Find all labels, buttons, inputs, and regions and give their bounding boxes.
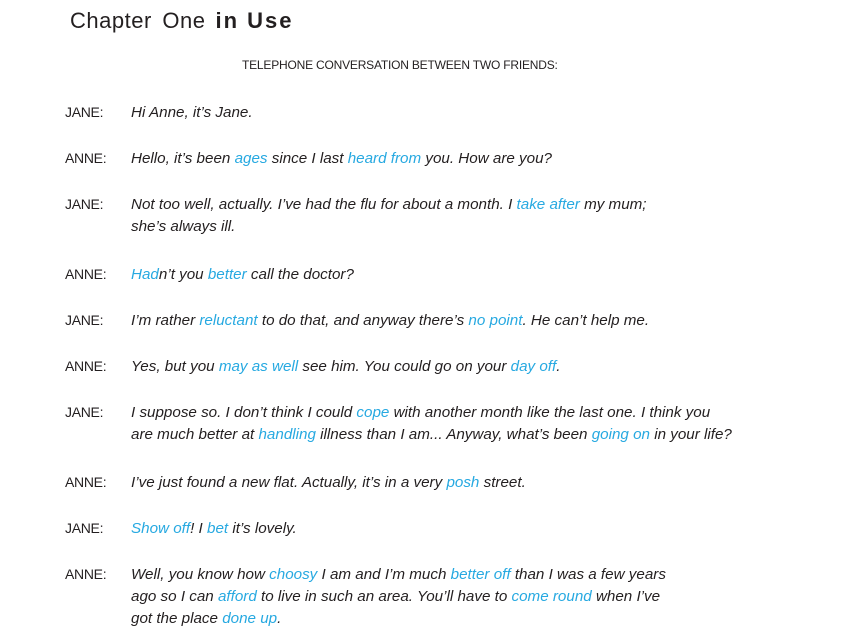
highlighted-phrase: Show off [131, 520, 191, 537]
speech-text [131, 472, 831, 494]
speech-segment: since I last [267, 150, 348, 167]
speech-line [131, 310, 831, 332]
speaker-label: ANNE: [65, 150, 107, 166]
speech-segment: you. How are you? [421, 150, 552, 167]
speech-segment: to live in such an area. You’ll have to [256, 588, 512, 605]
highlighted-phrase: cope [356, 404, 390, 421]
speaker-label: JANE: [65, 196, 104, 212]
speech-text [131, 194, 831, 238]
speech-segment: call the doctor? [246, 266, 354, 283]
speaker-label: JANE: [65, 520, 104, 536]
highlighted-phrase: heard from [347, 150, 422, 167]
highlighted-phrase: choosy [269, 566, 318, 583]
speech-segment: street. [479, 474, 526, 491]
speech-segment: I’ve just found a new flat. Actually, it’s in a very [131, 474, 447, 491]
speech-segment: ! I [190, 520, 207, 537]
speech-text [131, 102, 831, 124]
speech-line [131, 216, 831, 238]
speech-segment: my mum; [579, 196, 647, 213]
speech-segment: . He can’t help me. [522, 312, 650, 329]
speech-segment: Well, you know how [131, 566, 270, 583]
speech-line [131, 148, 831, 170]
highlighted-phrase: done up [222, 610, 278, 627]
highlighted-phrase: day off [510, 358, 557, 375]
speech-text [131, 148, 831, 170]
speech-segment: see him. You could go on your [298, 358, 511, 375]
speech-segment: n’t you [158, 266, 208, 283]
chapter-title-prefix: Chapter One [70, 8, 206, 33]
speech-text [131, 402, 831, 446]
speech-line [131, 608, 831, 630]
speech-segment: than I was a few years [510, 566, 666, 583]
speech-text [131, 564, 831, 630]
speech-line [131, 356, 831, 378]
speech-segment: it’s lovely. [228, 520, 297, 537]
speech-segment: ago so I can [131, 588, 218, 605]
highlighted-phrase: reluctant [199, 312, 258, 329]
highlighted-phrase: ages [234, 150, 268, 167]
highlighted-phrase: better [207, 266, 247, 283]
speech-line [131, 194, 831, 216]
speaker-label: ANNE: [65, 566, 107, 582]
speaker-label: ANNE: [65, 474, 107, 490]
highlighted-phrase: may as well [218, 358, 299, 375]
highlighted-phrase: posh [446, 474, 480, 491]
speech-segment: . [556, 358, 561, 375]
speech-line [131, 586, 831, 608]
speech-segment: to do that, and anyway there’s [257, 312, 469, 329]
speech-segment: I’m rather [131, 312, 200, 329]
speech-segment: she’s always ill. [131, 218, 236, 235]
speech-line [131, 102, 831, 124]
speech-segment: with another month like the last one. I think you [389, 404, 711, 421]
highlighted-phrase: come round [511, 588, 592, 605]
highlighted-phrase: no point [468, 312, 523, 329]
chapter-title [70, 8, 294, 34]
speech-text [131, 310, 831, 332]
speech-segment: Hello, it’s been [131, 150, 235, 167]
highlighted-phrase: take after [516, 196, 580, 213]
speech-segment: Yes, but you [131, 358, 219, 375]
speech-segment: Not too well, actually. I’ve had the flu for about a month. I [131, 196, 517, 213]
highlighted-phrase: handling [258, 426, 316, 443]
section-subtitle: TELEPHONE CONVERSATION BETWEEN TWO FRIENDS: [242, 58, 558, 72]
speech-segment: . [277, 610, 282, 627]
speech-segment: I suppose so. I don’t think I could [131, 404, 357, 421]
speech-segment: in your life? [649, 426, 732, 443]
speaker-label: JANE: [65, 104, 104, 120]
speech-text [131, 356, 831, 378]
speaker-label: ANNE: [65, 266, 107, 282]
highlighted-phrase: Had [131, 266, 159, 283]
highlighted-phrase: going on [591, 426, 650, 443]
speech-text [131, 264, 831, 286]
speech-line [131, 472, 831, 494]
speech-line [131, 264, 831, 286]
speech-segment: are much better at [131, 426, 259, 443]
speech-segment: Hi Anne, it’s Jane. [131, 104, 253, 121]
speech-line [131, 424, 831, 446]
highlighted-phrase: better off [450, 566, 511, 583]
speech-segment: I am and I’m much [317, 566, 451, 583]
speech-segment: illness than I am... Anyway, what’s been [315, 426, 592, 443]
chapter-title-suffix: in Use [215, 8, 294, 33]
speech-segment: got the place [131, 610, 223, 627]
speaker-label: ANNE: [65, 358, 107, 374]
speech-segment: when I’ve [591, 588, 661, 605]
speech-text [131, 518, 831, 540]
speaker-label: JANE: [65, 404, 104, 420]
speaker-label: JANE: [65, 312, 104, 328]
highlighted-phrase: afford [217, 588, 257, 605]
highlighted-phrase: bet [207, 520, 229, 537]
speech-line [131, 564, 831, 586]
speech-line [131, 402, 831, 424]
speech-line [131, 518, 831, 540]
